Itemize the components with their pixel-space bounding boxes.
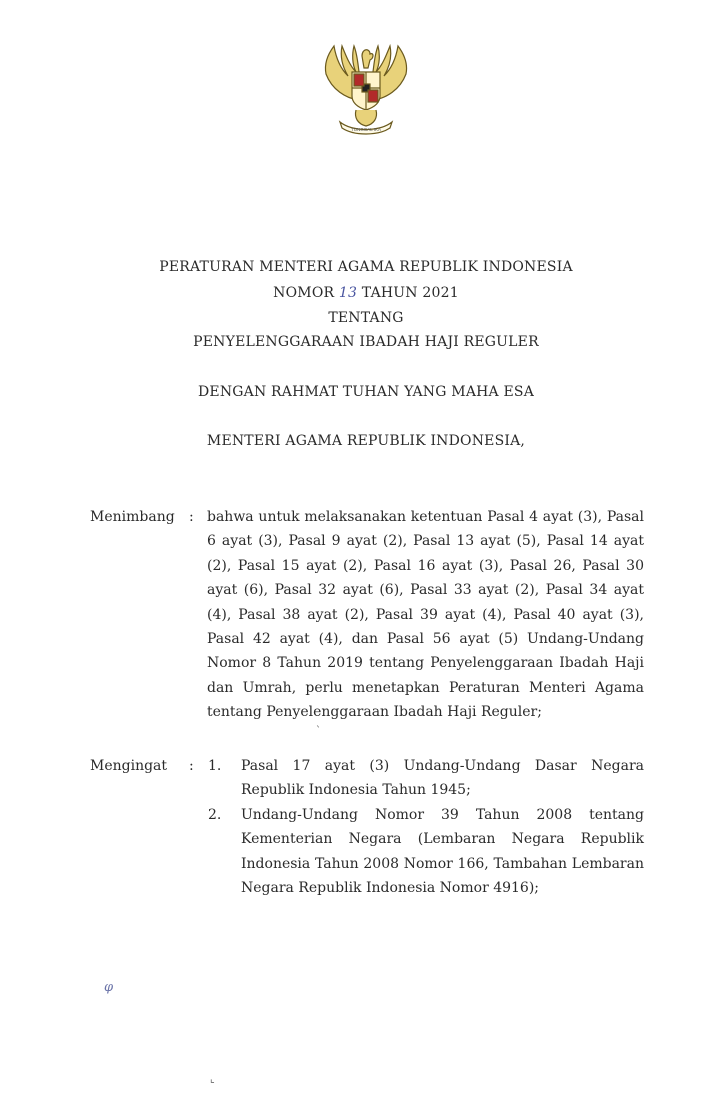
regulation-subject: PENYELENGGARAAN IBADAH HAJI REGULER	[193, 334, 539, 350]
tentang-heading: TENTANG	[328, 310, 404, 326]
nomor-prefix: NOMOR	[273, 285, 335, 301]
menimbang-text: bahwa untuk melaksanakan ketentuan Pasal 4 ayat (3), Pasal 6 ayat (3), Pasal 9 ayat (2), Pasal 13 ayat (5), Pasal 14 ayat (2), Pasal 15 ayat (2), Pasal 16 ayat (3), Pasal 26, Pasal 30 ayat (6), Pasal 32 ayat (6), Pasal 33 ayat (2), Pasal 34 ayat (4), Pasal 38 ayat (2), Pasal 39 ayat (4), Pasal 40 ayat (3), Pasal 42 ayat (4), dan Pasal 56 ayat (5) Undang-Undang Nomor 8 Tahun 2019 tentang Penyelenggaraan Ibadah Haji dan Umrah, perlu menetapkan Peraturan Menteri Agama tentang Penyelenggaraan Ibadah Haji Reguler;	[207, 509, 644, 721]
nomor-suffix: TAHUN 2021	[361, 285, 459, 301]
menimbang-label: Menimbang	[90, 509, 175, 525]
mengingat-label: Mengingat	[90, 758, 168, 774]
mengingat-item-number: 2.	[208, 807, 222, 823]
menimbang-colon: :	[189, 509, 194, 525]
mengingat-item-number: 1.	[208, 758, 222, 774]
regulation-number	[0, 285, 720, 301]
nomor-value: 13	[338, 285, 358, 301]
stray-mark: ⌞	[210, 1074, 215, 1085]
issuing-authority: MENTERI AGAMA REPUBLIK INDONESIA,	[206, 433, 526, 449]
paraf-initial-mark: φ	[104, 980, 114, 995]
mengingat-item-text: Undang-Undang Nomor 39 Tahun 2008 tentang Kementerian Negara (Lembaran Negara Republik Indonesia Tahun 2008 Nomor 166, Tambahan Lembaran Negara Republik Indonesia Nomor 4916);	[241, 807, 644, 897]
regulation-title: PERATURAN MENTERI AGAMA REPUBLIK INDONESIA	[159, 259, 573, 275]
mengingat-colon: :	[189, 758, 194, 774]
emblem-ribbon-text: TUNGGAL IKA	[350, 127, 382, 132]
garuda-emblem-icon	[318, 38, 414, 138]
preamble-line: DENGAN RAHMAT TUHAN YANG MAHA ESA	[197, 384, 535, 400]
mengingat-item-text: Pasal 17 ayat (3) Undang-Undang Dasar Negara Republik Indonesia Tahun 1945;	[241, 758, 644, 799]
stray-mark: `	[316, 726, 321, 737]
